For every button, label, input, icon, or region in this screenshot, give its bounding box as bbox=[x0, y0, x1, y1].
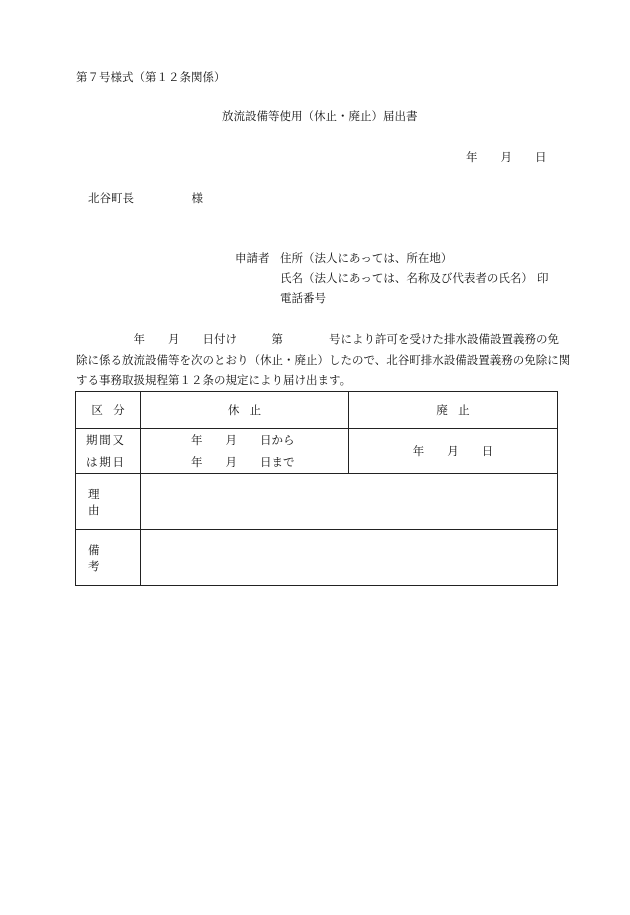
body-text-line-3: する事務取扱規程第１２条の規定により届け出ます。 bbox=[76, 373, 352, 387]
header-category: 区分 bbox=[76, 392, 141, 429]
remarks-field[interactable] bbox=[141, 530, 558, 586]
date-line: 年 月 日 bbox=[466, 150, 547, 164]
applicant-name: 氏名（法人にあっては、名称及び代表者の氏名） bbox=[280, 271, 533, 285]
document-title: 放流設備等使用（休止・廃止）届出書 bbox=[222, 109, 418, 123]
seal-mark: 印 bbox=[537, 271, 549, 285]
period-label: 期間又 は期日 bbox=[76, 429, 141, 474]
suspend-from: 年 月 日から bbox=[191, 433, 295, 447]
applicant-address: 住所（法人にあっては、所在地） bbox=[280, 251, 453, 265]
period-row bbox=[76, 429, 558, 474]
applicant-phone: 電話番号 bbox=[280, 291, 326, 305]
header-abolish: 廃止 bbox=[349, 392, 558, 429]
body-text-line-1: 年 月 日付け 第 号により許可を受けた排水設備設置義務の免 bbox=[76, 332, 559, 346]
remarks-label: 備考 bbox=[76, 530, 141, 586]
addressee: 北谷町長 様 bbox=[88, 191, 203, 205]
reason-label: 理由 bbox=[76, 474, 141, 530]
abolish-date[interactable]: 年 月 日 bbox=[349, 429, 558, 474]
body-text-line-2: 除に係る放流設備等を次のとおり（休止・廃止）したので、北谷町排水設備設置義務の免除に関 bbox=[76, 353, 571, 367]
form-table bbox=[75, 391, 558, 586]
suspend-to: 年 月 日まで bbox=[191, 455, 295, 469]
reason-row bbox=[76, 474, 558, 530]
reason-field[interactable] bbox=[141, 474, 558, 530]
header-suspend: 休止 bbox=[141, 392, 349, 429]
remarks-row bbox=[76, 530, 558, 586]
applicant-label: 申請者 bbox=[235, 251, 270, 265]
table-header-row bbox=[76, 392, 558, 429]
suspend-period[interactable] bbox=[141, 429, 349, 474]
form-number: 第７号様式（第１２条関係） bbox=[76, 70, 226, 84]
